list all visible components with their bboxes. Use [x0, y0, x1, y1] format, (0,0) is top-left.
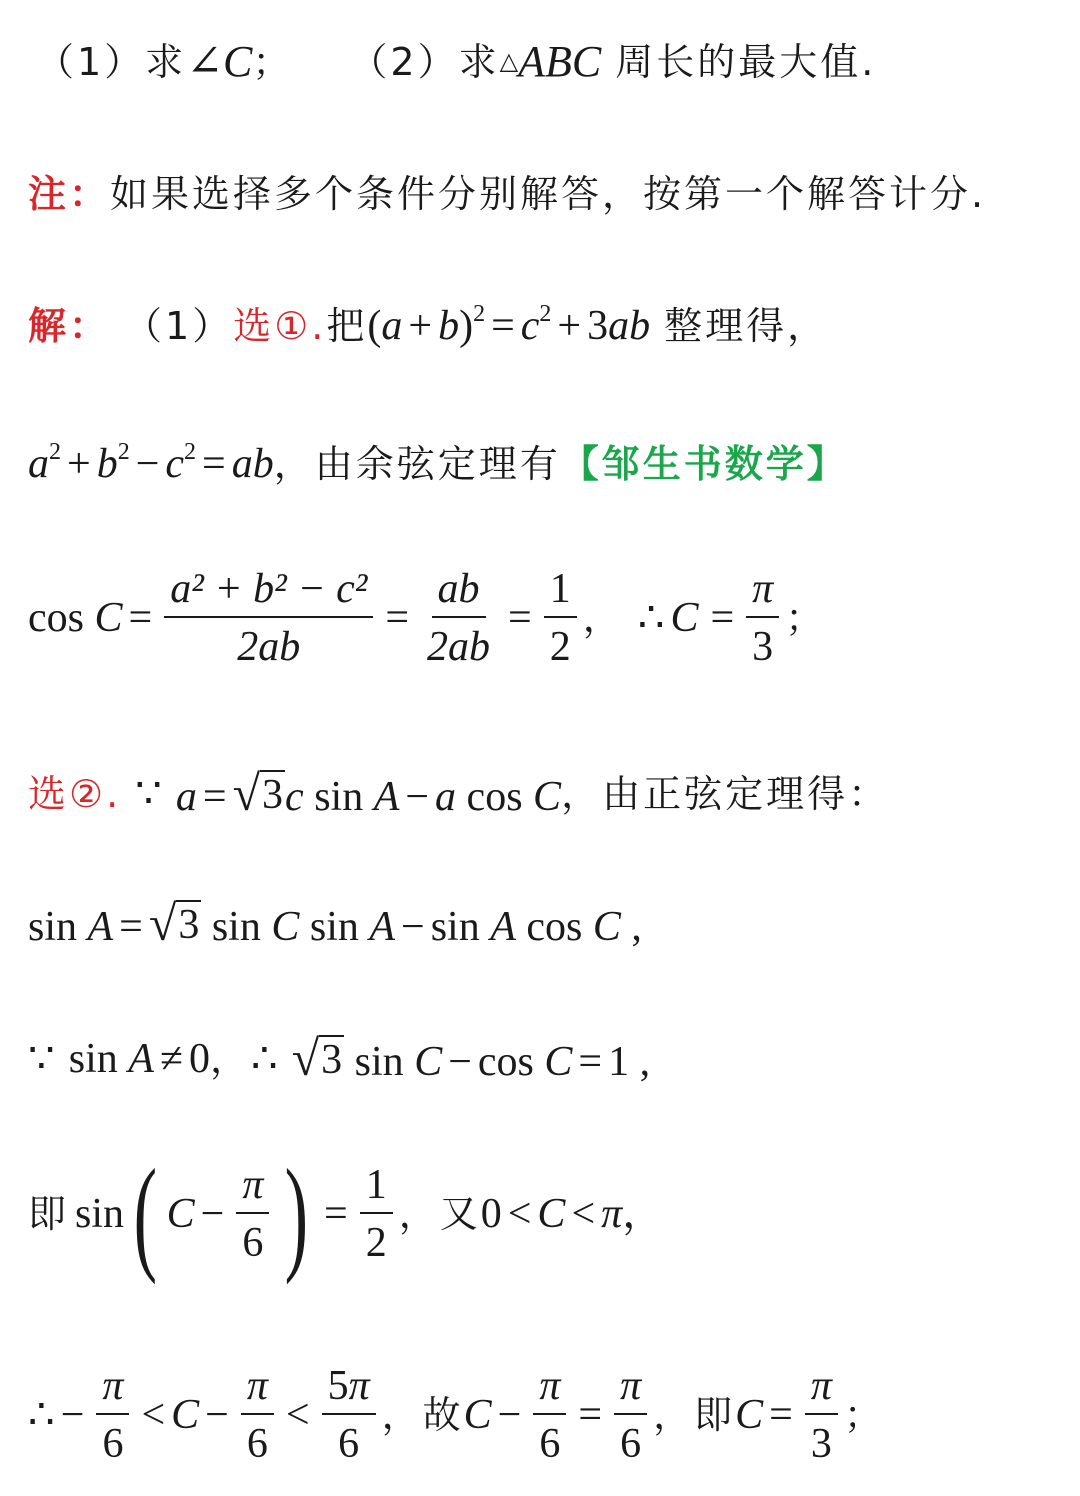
range-c: 0 < C < π	[480, 1191, 623, 1237]
semicolon: ；	[252, 40, 294, 84]
solution-line-3: cos C = $\frac{\text{a² + b² − c²}}{2ab}$ = $\frac{ab}{2ab}$ = $\frac{1}{2}$ ， ∴ C = $\frac{\pi}{3}$ ；	[28, 566, 827, 670]
solution-line-2	[28, 439, 1070, 487]
left-paren: (	[133, 1143, 158, 1285]
question-2-text: 周长的最大值.	[615, 40, 877, 84]
choose-1: 选①.	[233, 304, 327, 348]
solution-line-7: 即 sin ( C − $\frac{\pi}{6}$ ) = $\frac{1}{2}$ ，又 0 < C < π ，	[28, 1143, 665, 1285]
fraction-half-2: $\frac{1}{2}$	[360, 1164, 393, 1264]
right-paren: )	[284, 1143, 309, 1285]
formula-sin-nonzero: sin A ≠ 0	[68, 1036, 210, 1082]
choose-2: 选②.	[28, 772, 122, 816]
triangle-abc: ABC	[518, 37, 602, 86]
question-2-label: （2）求	[349, 40, 500, 84]
triangle-symbol: △	[499, 49, 519, 75]
solution-line-4: 选②. ∵ a = √ 3 c sin A − a cos C ，由正弦定理得：	[28, 765, 890, 821]
fraction-half: $\frac{1}{2}$	[544, 568, 577, 668]
fraction-pi-6: $\frac{\pi}{6}$	[236, 1164, 269, 1264]
text-simplify: 整理得，	[664, 304, 829, 348]
formula-sine-sub: sin A = √ 3 sin C sin A − sin A cos C ,	[28, 895, 642, 951]
question-1-label: （1）求	[36, 40, 187, 84]
solution-line-1	[28, 301, 1070, 349]
solution-label: 解：	[28, 304, 111, 348]
cos-c: cos C	[28, 595, 123, 641]
fraction-pi-3: $\frac{\pi}{3}$	[746, 568, 779, 668]
fraction-ab: $\frac{ab}{2ab}$	[427, 566, 490, 670]
fraction-cos: $\frac{\text{a² + b² − c²}}{2ab}$	[164, 568, 373, 668]
formula-condition-2: a = √ 3 c sin A − a cos C	[175, 765, 562, 821]
note-line	[28, 172, 1070, 216]
question-line	[36, 37, 1070, 86]
note-text: 如果选择多个条件分别解答，按第一个解答计分.	[110, 172, 987, 216]
brand-label: 【邹生书数学】	[560, 442, 848, 486]
angle-c: ∠C	[186, 37, 253, 86]
text-ba: 把	[326, 304, 368, 348]
sine-law-text: ，由正弦定理得：	[561, 772, 890, 816]
note-label: 注：	[28, 172, 111, 216]
formula-relation: $a^2 + b^2 - c^2$ = ab	[28, 439, 274, 487]
solution-line-5	[28, 895, 1070, 951]
cosine-law-text: ，由余弦定理有	[273, 442, 561, 486]
part-1-label: （1）	[124, 304, 234, 348]
solution-line-6: ∵ sin A ≠ 0 ， ∴ √ 3 sin C − cos C = 1 ,	[28, 1030, 651, 1086]
formula-expand: $(a + b)^2 = c^2 + 3ab$	[367, 301, 651, 349]
formula-sqrt-relation: √ 3 sin C − cos C = 1 ,	[291, 1030, 651, 1086]
solution-line-8: ∴ − $\frac{\pi}{6}$ < C − $\frac{\pi}{6}$ < $\frac{5\pi}{6}$ ，故 C − $\frac{\pi}{6}$ = $\frac{\pi}{6}$ ，即 C = $\frac{\pi}{3}$ ；	[28, 1363, 885, 1467]
